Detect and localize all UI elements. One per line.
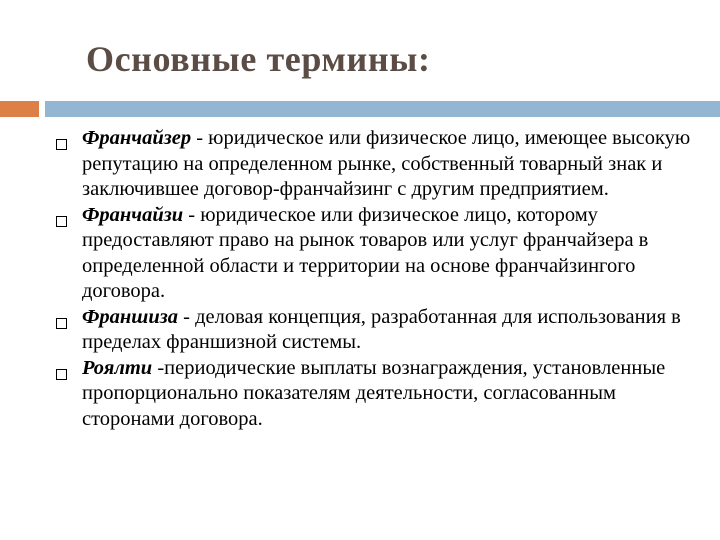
list-item: [55, 203, 695, 305]
term-label: Франшиза: [82, 305, 179, 328]
term-label: Франчайзер: [82, 127, 192, 149]
term-label: Франчайзи: [82, 203, 184, 226]
square-outline-icon: [56, 318, 67, 329]
square-outline-icon: [56, 369, 67, 380]
square-outline-icon: [56, 139, 67, 150]
title-rule-bar: [45, 101, 720, 117]
list-item: [55, 356, 695, 433]
term-definition: - юридическое или физическое лицо, которому предоставляют право на рынок товаров или услуг франчайзера в определенной области и территории на основе франчайзингого договора.: [82, 203, 649, 302]
term-definition: - деловая концепция, разработанная для использования в пределах франшизной системы.: [82, 305, 681, 353]
list-item: [55, 126, 695, 203]
term-label: Роялти: [82, 356, 153, 379]
title-rule-accent: [0, 101, 39, 117]
slide-title: Основные термины:: [86, 39, 431, 79]
square-outline-icon: [56, 216, 67, 227]
list-item: [55, 305, 695, 356]
terms-list: [55, 126, 695, 432]
term-definition: -периодические выплаты вознаграждения, установленные пропорционально показателям деятельности, согласованным сторонами договора.: [82, 356, 666, 430]
term-definition: - юридическое или физическое лицо, имеющее высокую репутацию на определенном рынке, собственный товарный знак и заключившее договор-франчайзинг с другим предприятием.: [82, 127, 691, 200]
